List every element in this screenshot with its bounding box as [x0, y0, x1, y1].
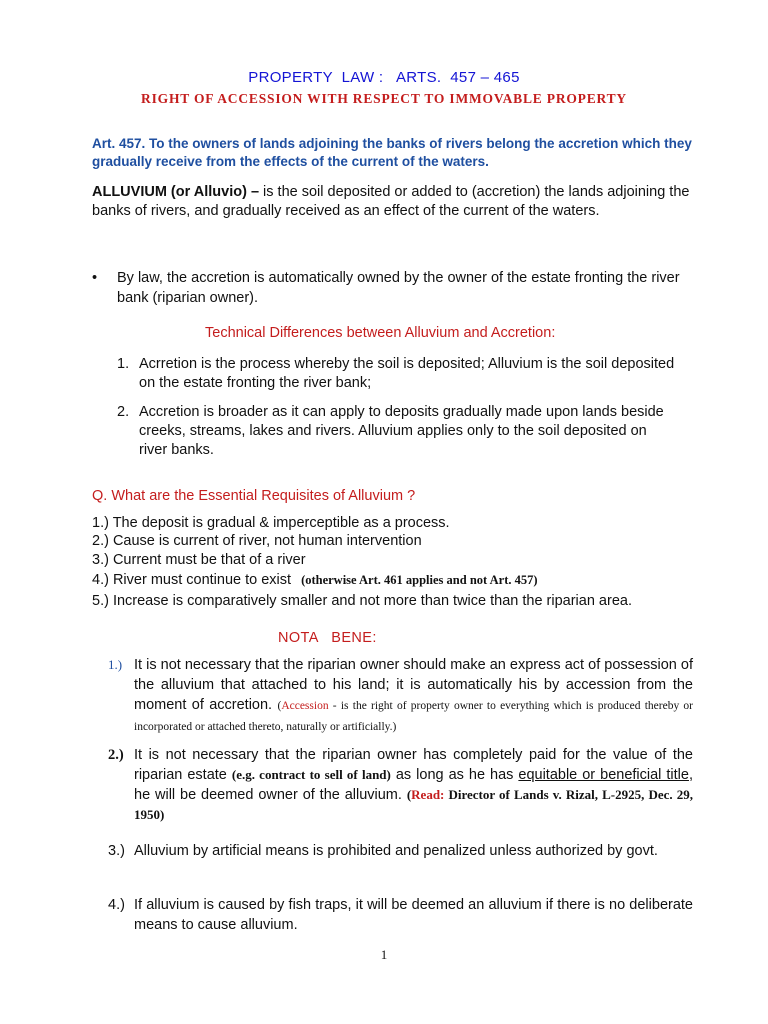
- requisite-item: 2.) Cause is current of river, not human intervention: [92, 533, 422, 549]
- nota-bene-item-number: 2.): [108, 747, 124, 763]
- nota-bene-item-number: 3.): [108, 843, 125, 859]
- requisite-item: 5.) Increase is comparatively smaller and not more than twice than the riparian area.: [92, 593, 632, 609]
- technical-item-number: 1.: [117, 356, 130, 372]
- nota-bene-item: [108, 655, 693, 737]
- accession-definition: (Accession - is the right of property owner to everything which is produced thereby or incorporated or attached thereto, naturally or artificially.): [134, 700, 693, 733]
- requisite-item: [92, 571, 538, 589]
- alluvium-definition-text: is the soil deposited or added to (accretion) the lands adjoining the banks of rivers, and gradually received as an effect of the current of the waters.: [92, 184, 690, 219]
- underlined-term: equitable or beneficial title: [518, 767, 689, 783]
- page-number: 1: [380, 947, 388, 962]
- requisite-item: 1.) The deposit is gradual & imperceptible as a process.: [92, 515, 450, 531]
- nota-bene-item-text: Alluvium by artificial means is prohibited and penalized unless authorized by govt.: [134, 843, 658, 859]
- accession-term: Accession: [281, 700, 329, 712]
- technical-differences-heading: Technical Differences between Alluvium and Accretion:: [205, 325, 556, 341]
- article-457-text: Art. 457. To the owners of lands adjoining the banks of rivers belong the accretion which they gradually receive from the effects of the current of the waters.: [92, 136, 692, 169]
- page-title: PROPERTY LAW : ARTS. 457 – 465: [248, 69, 520, 86]
- technical-item-text: Accretion is broader as it can apply to deposits gradually made upon lands beside creeks, streams, lakes and rivers. Alluvium applies only to the soil deposited on river banks.: [139, 404, 664, 458]
- bullet-text: By law, the accretion is automatically owned by the owner of the estate fronting the river bank (riparian owner).: [117, 270, 680, 306]
- read-label: Read:: [411, 787, 445, 802]
- nota-bene-item-number: 1.): [108, 657, 123, 672]
- nota-bene-item-number: 4.): [108, 897, 125, 913]
- alluvium-term: ALLUVIUM (or Alluvio) –: [92, 184, 260, 200]
- requisite-item-text: 4.) River must continue to exist: [92, 572, 292, 588]
- nota-bene-item-text: If alluvium is caused by fish traps, it will be deemed an alluvium if there is no deliberate means to cause alluvium.: [134, 897, 693, 933]
- nota-bene-item: [108, 841, 693, 861]
- technical-item: [117, 403, 677, 460]
- requisites-question: Q. What are the Essential Requisites of Alluvium ?: [92, 488, 416, 504]
- case-reference: (Read: Director of Lands v. Rizal, L-2925, Dec. 29, 1950): [134, 787, 693, 822]
- example-note: (e.g. contract to sell of land): [231, 767, 391, 782]
- bullet-item: [92, 268, 702, 308]
- alluvium-definition: [92, 183, 692, 221]
- requisite-item-note: (otherwise Art. 461 applies and not Art. 457): [301, 573, 538, 587]
- requisite-item: 3.) Current must be that of a river: [92, 552, 306, 568]
- bullet-icon: •: [92, 270, 98, 286]
- technical-item-number: 2.: [117, 404, 130, 420]
- nota-bene-item-text: It is not necessary that the riparian owner has completely paid for the value of the riparian estate (e.g. contract to sell of land) as long as he has equitable or beneficial title, he will be deemed owner of the alluvium. (Read: Director of Lands v. Rizal, L-2925, Dec. 29, 1950): [134, 747, 693, 822]
- technical-item-text: Acrretion is the process whereby the soil is deposited; Alluvium is the soil deposited on the estate fronting the river bank;: [139, 356, 675, 391]
- page-subtitle: RIGHT OF ACCESSION WITH RESPECT TO IMMOVABLE PROPERTY: [141, 91, 627, 106]
- nota-bene-item: [108, 745, 693, 825]
- nota-bene-item-text: It is not necessary that the riparian owner should make an express act of possession of the alluvium that attached to his land; it is automatically his by accession from the moment of accretion. (Accession - is the right of property owner to everything which is produced thereby or incorporated or attached thereto, naturally or artificially.): [134, 657, 693, 733]
- technical-item: [117, 355, 677, 393]
- nota-bene-heading: NOTA BENE:: [278, 630, 377, 646]
- nota-bene-item: [108, 895, 693, 935]
